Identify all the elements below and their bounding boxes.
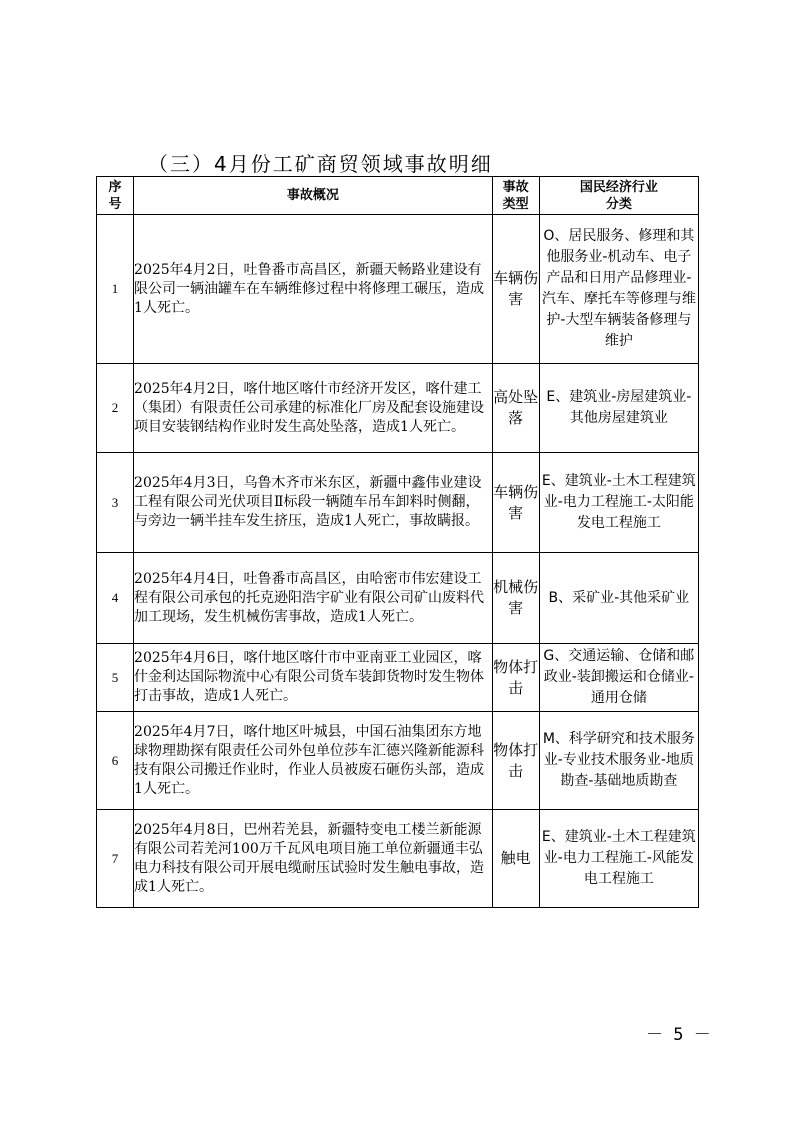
row-no: 3 (97, 453, 134, 553)
row-type: 物体打击 (492, 712, 539, 810)
header-type: 事故类型 (492, 177, 539, 215)
row-desc: 2025年4月7日，喀什地区叶城县，中国石油集团东方地球物理勘探有限责任公司外包单位莎车汇德兴隆新能源科技有限公司搬迁作业时，作业人员被废石砸伤头部，造成1人死亡。 (134, 712, 493, 810)
row-desc: 2025年4月2日，喀什地区喀什市经济开发区，喀什建工（集团）有限责任公司承建的标准化厂房及配套设施建设项目安装钢结构作业时发生高处坠落，造成1人死亡。 (134, 364, 493, 453)
header-industry: 国民经济行业分类 (539, 177, 698, 215)
row-type: 机械伤害 (492, 553, 539, 644)
row-desc: 2025年4月2日，吐鲁番市高昌区，新疆天畅路业建设有限公司一辆油罐车在车辆维修过程中将修理工碾压，造成1人死亡。 (134, 215, 493, 364)
page-number: － 5 － (646, 1025, 711, 1045)
row-type: 物体打击 (492, 644, 539, 712)
accident-table (96, 176, 699, 908)
table-row (97, 644, 699, 712)
row-no: 5 (97, 644, 134, 712)
row-type: 高处坠落 (492, 364, 539, 453)
table-header-row (97, 177, 699, 215)
header-no: 序号 (97, 177, 134, 215)
row-industry: E、建筑业-房屋建筑业-其他房屋建筑业 (539, 364, 698, 453)
section-title: （三）4月份工矿商贸领域事故明细 (148, 152, 493, 176)
row-desc: 2025年4月3日，乌鲁木齐市米东区，新疆中鑫伟业建设工程有限公司光伏项目Ⅱ标段一辆随车吊车卸料时侧翻，与旁边一辆半挂车发生挤压，造成1人死亡，事故瞒报。 (134, 453, 493, 553)
table-row (97, 712, 699, 810)
row-no: 1 (97, 215, 134, 364)
row-desc: 2025年4月6日，喀什地区喀什市中亚南亚工业园区，喀什金利达国际物流中心有限公司货车装卸货物时发生物体打击事故，造成1人死亡。 (134, 644, 493, 712)
table-row (97, 453, 699, 553)
row-type: 车辆伤害 (492, 453, 539, 553)
row-industry: G、交通运输、仓储和邮政业-装卸搬运和仓储业-通用仓储 (539, 644, 698, 712)
table-row (97, 215, 699, 364)
row-industry: E、建筑业-土木工程建筑业-电力工程施工-太阳能发电工程施工 (539, 453, 698, 553)
table-row (97, 364, 699, 453)
row-industry: B、采矿业-其他采矿业 (539, 553, 698, 644)
row-industry: E、建筑业-土木工程建筑业-电力工程施工-风能发电工程施工 (539, 810, 698, 908)
row-no: 4 (97, 553, 134, 644)
row-desc: 2025年4月4日，吐鲁番市高昌区，由哈密市伟宏建设工程有限公司承包的托克逊阳浩宇矿业有限公司矿山废料代加工现场，发生机械伤害事故，造成1人死亡。 (134, 553, 493, 644)
header-desc: 事故概况 (134, 177, 493, 215)
row-industry: O、居民服务、修理和其他服务业-机动车、电子产品和日用产品修理业-汽车、摩托车等修理与维护-大型车辆装备修理与维护 (539, 215, 698, 364)
row-type: 车辆伤害 (492, 215, 539, 364)
row-no: 2 (97, 364, 134, 453)
row-industry: M、科学研究和技术服务业-专业技术服务业-地质勘查-基础地质勘查 (539, 712, 698, 810)
row-type: 触电 (492, 810, 539, 908)
table-row (97, 810, 699, 908)
row-no: 6 (97, 712, 134, 810)
row-desc: 2025年4月8日，巴州若羌县，新疆特变电工楼兰新能源有限公司若羌河100万千瓦风电项目施工单位新疆通丰弘电力科技有限公司开展电缆耐压试验时发生触电事故，造成1人死亡。 (134, 810, 493, 908)
row-no: 7 (97, 810, 134, 908)
table-row (97, 553, 699, 644)
